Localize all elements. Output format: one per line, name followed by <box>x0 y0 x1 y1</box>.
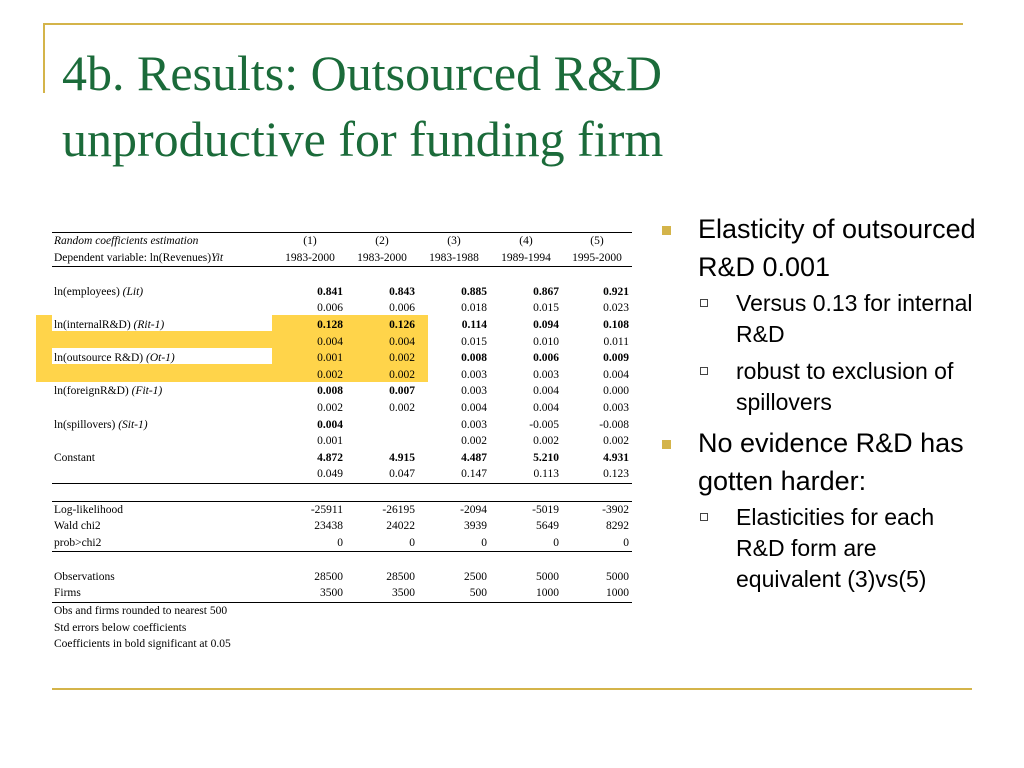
cell: 5000 <box>536 570 559 583</box>
cell: 0.002 <box>389 368 415 381</box>
cell: 0.002 <box>389 352 415 365</box>
col-head-1: (1) <box>274 233 346 250</box>
table-row-loglik <box>52 501 632 518</box>
hollow-square-bullet-icon <box>700 367 708 375</box>
cell: 0 <box>346 535 418 552</box>
cell: 0.004 <box>461 401 487 414</box>
cell: 0.004 <box>533 401 559 414</box>
cell: 0.011 <box>603 335 629 348</box>
row-var: (Fit-1) <box>131 385 163 398</box>
cell: 0.002 <box>317 401 343 414</box>
cell: 0.018 <box>461 302 487 315</box>
cell: 0.113 <box>490 466 562 483</box>
row-var: (Sit-1) <box>118 418 148 431</box>
row-label-text: ln(internalR&D) <box>54 318 131 331</box>
period-2: 1983-2000 <box>346 250 418 267</box>
table-header-row-2 <box>52 250 632 267</box>
row-label-text: ln(spillovers) <box>54 418 116 431</box>
cell: 0.003 <box>461 385 487 398</box>
cell: 0 <box>274 535 346 552</box>
cell: 0.006 <box>317 302 343 315</box>
table-note: Coefficients in bold significant at 0.05 <box>54 638 231 651</box>
cell: 0.010 <box>533 335 559 348</box>
row-label <box>52 400 274 417</box>
sub-bullet-elasticities <box>660 502 980 595</box>
cell: -0.008 <box>599 418 629 431</box>
cell: 0.002 <box>389 401 415 414</box>
cell: 24022 <box>386 520 415 533</box>
cell: 28500 <box>314 570 343 583</box>
row-label <box>52 466 274 483</box>
cell: 0.006 <box>533 352 559 365</box>
cell: 4.872 <box>317 451 343 464</box>
cell: 0.094 <box>533 318 559 331</box>
cell: -5019 <box>490 501 562 518</box>
cell: 0.004 <box>603 368 629 381</box>
cell: 1000 <box>562 585 632 602</box>
cell: 0.843 <box>389 285 415 298</box>
row-label: Firms <box>52 585 274 602</box>
sub-bullet-text: robust to exclusion of spillovers <box>736 358 954 415</box>
row-label <box>52 417 274 434</box>
spacer-cell <box>52 483 632 501</box>
table-row-constant-coef <box>52 450 632 467</box>
period-3: 1983-1988 <box>418 250 490 267</box>
row-label <box>52 367 274 384</box>
cell: 0.123 <box>562 466 632 483</box>
cell: 0.000 <box>603 385 629 398</box>
cell: 0.049 <box>274 466 346 483</box>
bullet-list <box>660 210 980 601</box>
table-note-row <box>52 603 632 620</box>
row-label <box>52 433 274 450</box>
cell: 0.002 <box>461 435 487 448</box>
table-note-row <box>52 636 632 653</box>
cell: -26195 <box>346 501 418 518</box>
hollow-square-bullet-icon <box>700 299 708 307</box>
square-bullet-icon <box>662 440 671 449</box>
cell: 0.128 <box>317 318 343 331</box>
table-row-outsource-se <box>52 367 632 384</box>
cell: 23438 <box>314 520 343 533</box>
cell: 0.008 <box>317 385 343 398</box>
cell: 0 <box>490 535 562 552</box>
table-row-foreign-se <box>52 400 632 417</box>
row-label <box>52 383 274 400</box>
cell: 0.003 <box>461 418 487 431</box>
table-row-spillovers-coef <box>52 417 632 434</box>
table-row-outsource-coef <box>52 350 632 367</box>
cell: 4.915 <box>389 451 415 464</box>
header-label-text: Random coefficients estimation <box>54 235 199 247</box>
spacer-row <box>52 483 632 501</box>
cell: 0.885 <box>461 285 487 298</box>
cell: 0.007 <box>389 385 415 398</box>
cell: 5.210 <box>533 451 559 464</box>
cell: 0.015 <box>533 302 559 315</box>
row-var: (Ot-1) <box>145 352 175 365</box>
sub-bullet-text: Elasticities for each R&D form are equivalent (3)vs(5) <box>736 504 935 592</box>
cell: -3902 <box>562 501 632 518</box>
cell: 0.147 <box>418 466 490 483</box>
cell: 0.841 <box>317 285 343 298</box>
cell: 0.003 <box>603 401 629 414</box>
cell: 0.001 <box>317 435 343 448</box>
cell: 2500 <box>464 570 487 583</box>
col-head-2: (2) <box>346 233 418 250</box>
cell: 0 <box>418 535 490 552</box>
dep-var-symbol: Yit <box>211 251 224 264</box>
cell: 0.006 <box>389 302 415 315</box>
cell: 8292 <box>606 520 629 533</box>
cell <box>346 417 418 434</box>
left-accent-rule <box>43 23 45 93</box>
cell: 1000 <box>490 585 562 602</box>
cell: 0.867 <box>533 285 559 298</box>
cell: 0.126 <box>389 318 415 331</box>
row-label: prob>chi2 <box>52 535 274 552</box>
table-note-row <box>52 620 632 637</box>
table-note: Obs and firms rounded to nearest 500 <box>54 605 228 618</box>
title-line-1: 4b. Results: Outsourced R&D <box>62 45 662 101</box>
table-row-constant-se <box>52 466 632 483</box>
slide-title <box>62 40 962 172</box>
cell: 4.487 <box>461 451 487 464</box>
row-label: Log-likelihood <box>52 501 274 518</box>
row-label <box>52 350 274 367</box>
cell: 3500 <box>346 585 418 602</box>
table-row-observations <box>52 569 632 586</box>
cell: -0.005 <box>529 418 559 431</box>
table-header-row-1 <box>52 233 632 250</box>
period-4: 1989-1994 <box>490 250 562 267</box>
cell: 0.015 <box>461 335 487 348</box>
cell: -2094 <box>418 501 490 518</box>
table-row-employees-coef <box>52 284 632 301</box>
cell: 500 <box>418 585 490 602</box>
cell: 0.004 <box>533 385 559 398</box>
table-row-employees-se <box>52 300 632 317</box>
spacer-row <box>52 552 632 569</box>
cell: 3939 <box>464 520 487 533</box>
cell: -25911 <box>274 501 346 518</box>
bullet-no-evidence <box>660 424 980 500</box>
row-var: (Lit) <box>122 285 144 298</box>
dep-var-text: Dependent variable: ln(Revenues) <box>54 251 212 264</box>
spacer-cell <box>52 552 632 569</box>
cell: 0.004 <box>317 335 343 348</box>
period-1: 1983-2000 <box>274 250 346 267</box>
table-row-internal-se <box>52 334 632 351</box>
col-head-4: (4) <box>490 233 562 250</box>
cell <box>346 433 418 450</box>
row-var: (Rit-1) <box>133 318 165 331</box>
row-label-text: ln(outsource R&D) <box>54 352 144 365</box>
cell: 0 <box>562 535 632 552</box>
cell: 5649 <box>536 520 559 533</box>
results-table <box>52 232 632 653</box>
table-row-wald <box>52 518 632 535</box>
bullet-text: No evidence R&D has gotten harder: <box>698 428 964 496</box>
cell: 0.114 <box>461 318 487 331</box>
cell: 0.001 <box>317 352 343 365</box>
cell: 0.008 <box>461 352 487 365</box>
table-row-prob <box>52 535 632 552</box>
table-row-internal-coef <box>52 317 632 334</box>
cell: 28500 <box>386 570 415 583</box>
col-head-5: (5) <box>562 233 632 250</box>
spacer-cell <box>52 267 632 284</box>
bottom-accent-rule <box>52 688 972 690</box>
row-label-text: ln(foreignR&D) <box>54 385 129 398</box>
row-label-text: ln(employees) <box>54 285 120 298</box>
row-label: Observations <box>54 570 115 583</box>
cell: 0.023 <box>603 302 629 315</box>
row-label <box>52 300 274 317</box>
cell: 0.003 <box>533 368 559 381</box>
cell: 0.003 <box>461 368 487 381</box>
row-label: Wald chi2 <box>54 520 101 533</box>
hollow-square-bullet-icon <box>700 513 708 521</box>
row-label: Constant <box>54 451 95 464</box>
bullet-text: Elasticity of outsourced R&D 0.001 <box>698 214 976 282</box>
cell: 0.002 <box>603 435 629 448</box>
table-row-spillovers-se <box>52 433 632 450</box>
spacer-row <box>52 267 632 284</box>
cell: 4.931 <box>603 451 629 464</box>
top-accent-rule <box>43 23 963 25</box>
title-line-2: unproductive for funding firm <box>62 111 664 167</box>
col-head-3: (3) <box>418 233 490 250</box>
sub-bullet-robust <box>660 356 980 418</box>
cell: 0.047 <box>346 466 418 483</box>
table-row-foreign-coef <box>52 383 632 400</box>
cell: 5000 <box>606 570 629 583</box>
cell: 0.009 <box>603 352 629 365</box>
cell: 0.004 <box>389 335 415 348</box>
cell: 0.004 <box>317 418 343 431</box>
row-label <box>52 334 274 351</box>
table-row-firms <box>52 585 632 602</box>
row-label <box>52 284 274 301</box>
bullet-elasticity <box>660 210 980 286</box>
cell: 0.921 <box>603 285 629 298</box>
row-label <box>52 317 274 334</box>
cell: 0.108 <box>603 318 629 331</box>
square-bullet-icon <box>662 226 671 235</box>
cell: 0.002 <box>533 435 559 448</box>
cell: 3500 <box>274 585 346 602</box>
dep-var-label <box>52 250 274 267</box>
cell: 0.002 <box>317 368 343 381</box>
period-5: 1995-2000 <box>562 250 632 267</box>
sub-bullet-internal <box>660 288 980 350</box>
table-note: Std errors below coefficients <box>54 621 187 634</box>
sub-bullet-text: Versus 0.13 for internal R&D <box>736 290 973 347</box>
header-label <box>52 233 274 250</box>
